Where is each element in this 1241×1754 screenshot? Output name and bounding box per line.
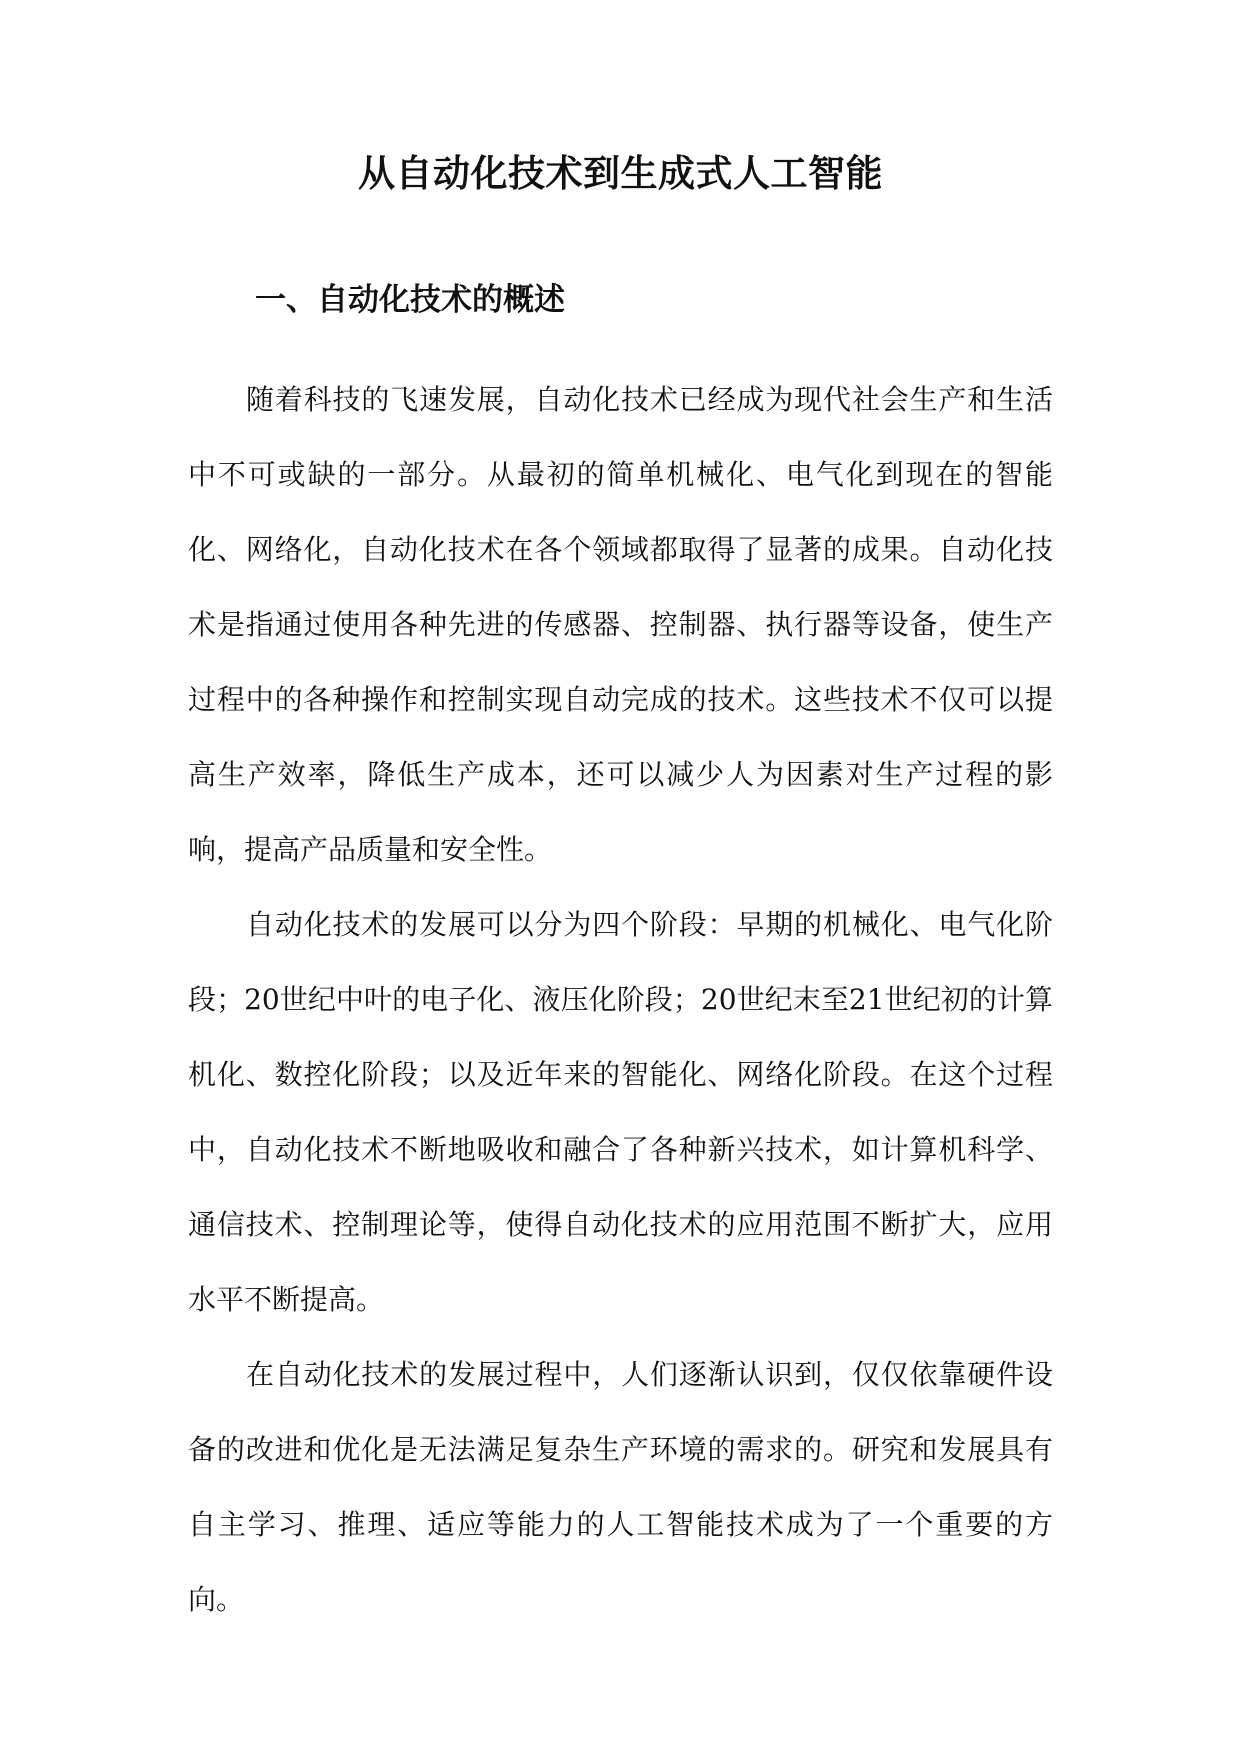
document-title: 从自动化技术到生成式人工智能 — [358, 152, 883, 195]
paragraph-1: 随着科技的飞速发展，自动化技术已经成为现代社会生产和生活中不可或缺的一部分。从最初的简单机械化、电气化到现在的智能化、网络化，自动化技术在各个领域都取得了显著的成果。自动化技术是指通过使用各种先进的传感器、控制器、执行器等设备，使生产过程中的各种操作和控制实现自动完成的技术。这些技术不仅可以提高生产效率，降低生产成本，还可以减少人为因素对生产过程的影响，提高产品质量和安全性。 — [188, 383, 1053, 866]
section-heading: 一、自动化技术的概述 — [255, 282, 565, 318]
paragraph-2: 自动化技术的发展可以分为四个阶段：早期的机械化、电气化阶段；20世纪中叶的电子化、液压化阶段；20世纪末至21世纪初的计算机化、数控化阶段；以及近年来的智能化、网络化阶段。在这个过程中，自动化技术不断地吸收和融合了各种新兴技术，如计算机科学、通信技术、控制理论等，使得自动化技术的应用范围不断扩大，应用水平不断提高。 — [188, 908, 1053, 1316]
paragraph-3: 在自动化技术的发展过程中，人们逐渐认识到，仅仅依靠硬件设备的改进和优化是无法满足复杂生产环境的需求的。研究和发展具有自主学习、推理、适应等能力的人工智能技术成为了一个重要的方向。 — [188, 1358, 1053, 1616]
document-body — [188, 362, 1053, 1637]
